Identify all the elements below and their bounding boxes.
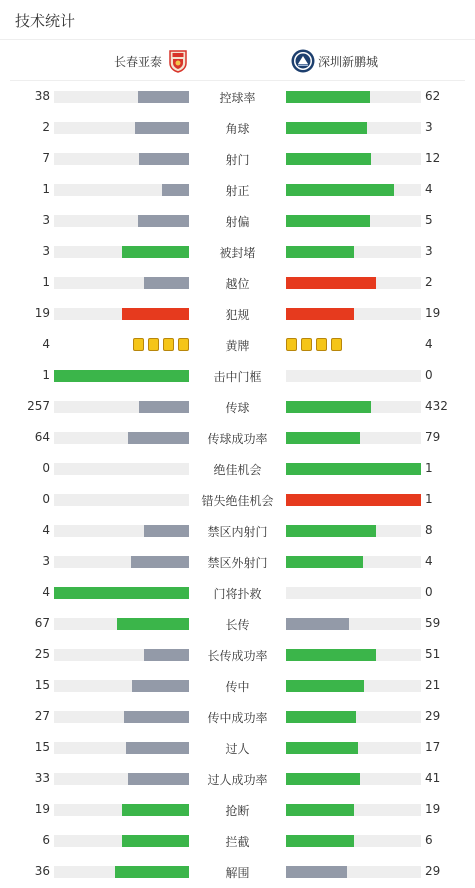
stat-label: 击中门框 [213,370,262,384]
away-stat-bar-fill [286,215,370,227]
yellow-card-icon [163,338,174,351]
away-team[interactable] [291,49,378,73]
away-stat-bar-fill [286,122,367,134]
stat-row [0,484,475,515]
stat-label: 抢断 [225,804,250,818]
yellow-card-icon [178,338,189,351]
stat-label: 过人成功率 [207,773,268,787]
away-stat-bar-fill [286,277,376,289]
away-stat-bar-fill [286,432,360,444]
away-stat-bar [286,463,421,475]
home-stat-value: 0 [42,492,50,506]
stat-row [0,267,475,298]
home-stat-bar [54,556,189,568]
home-stat-value: 36 [34,864,50,878]
home-stat-value: 3 [42,554,50,568]
stat-label: 拦截 [225,835,250,849]
home-stat-value: 38 [34,89,50,103]
home-stat-value: 67 [34,616,50,630]
stat-row [0,577,475,608]
away-stat-bar-fill [286,742,358,754]
away-stat-value: 1 [425,461,433,475]
away-stat-bar [286,370,421,382]
stat-label: 长传 [225,618,250,632]
away-stat-bar-fill [286,556,363,568]
away-stat-value: 79 [425,430,441,444]
away-stat-bar-fill [286,618,349,630]
home-stat-value: 33 [34,771,50,785]
home-stat-value: 19 [34,802,50,816]
stat-row [0,670,475,701]
home-stat-value: 19 [34,306,50,320]
home-stat-value: 4 [42,523,50,537]
away-stat-value: 62 [425,89,441,103]
home-stat-bar-fill [128,773,189,785]
stats-list [0,81,475,887]
home-stat-bar [54,494,189,506]
away-stat-bar [286,835,421,847]
home-stat-bar-fill [139,401,189,413]
home-yellow-cards [133,338,189,351]
home-stat-value: 7 [42,151,50,165]
home-stat-bar-fill [162,184,189,196]
home-stat-bar [54,215,189,227]
yellow-card-icon [331,338,342,351]
stat-label: 角球 [225,122,250,136]
stat-label: 黄牌 [225,339,250,353]
stat-label: 错失绝佳机会 [201,494,274,508]
home-stat-bar-fill [117,618,189,630]
away-stat-value: 0 [425,368,433,382]
away-stat-bar-fill [286,525,376,537]
stat-row [0,422,475,453]
home-team[interactable] [114,49,188,73]
stat-label: 解围 [225,866,250,880]
away-stat-bar-fill [286,308,354,320]
stat-label: 被封堵 [219,246,256,260]
home-stat-value: 4 [42,337,50,351]
home-stat-bar [54,370,189,382]
away-stat-bar [286,308,421,320]
home-stat-value: 15 [34,678,50,692]
stat-label: 射正 [225,184,250,198]
stat-row [0,453,475,484]
home-stat-bar-fill [131,556,189,568]
home-stat-bar [54,680,189,692]
home-stat-bar [54,184,189,196]
away-stat-bar-fill [286,711,356,723]
away-stat-value: 4 [425,182,433,196]
home-stat-bar [54,587,189,599]
stat-label: 绝佳机会 [213,463,262,477]
home-stat-bar-fill [138,215,189,227]
away-stat-bar [286,649,421,661]
stat-row [0,608,475,639]
page-title: 技术统计 [15,12,76,30]
away-stat-bar-fill [286,246,354,258]
stat-label: 门将扑救 [213,587,262,601]
away-stat-bar [286,525,421,537]
home-stat-value: 64 [34,430,50,444]
away-stat-bar-fill [286,463,421,475]
home-stat-bar-fill [122,308,190,320]
away-team-name: 深圳新鹏城 [318,54,379,69]
home-stat-value: 27 [34,709,50,723]
away-stat-value: 59 [425,616,441,630]
away-stat-bar [286,277,421,289]
page-header [0,0,475,40]
away-stat-bar [286,215,421,227]
home-stat-value: 1 [42,368,50,382]
home-stat-bar [54,742,189,754]
stat-row [0,856,475,887]
away-stat-value: 0 [425,585,433,599]
home-stat-bar-fill [128,432,189,444]
stat-row [0,81,475,112]
home-stat-bar-fill [124,711,189,723]
stat-row [0,112,475,143]
home-stat-bar [54,649,189,661]
home-stat-bar-fill [135,122,189,134]
home-stat-value: 6 [42,833,50,847]
home-stat-bar [54,246,189,258]
away-stat-bar [286,587,421,599]
home-stat-bar [54,835,189,847]
stat-row [0,825,475,856]
stat-row [0,794,475,825]
stat-label: 传中成功率 [207,711,268,725]
home-stat-bar [54,711,189,723]
away-stat-bar-fill [286,835,354,847]
stat-label: 传球成功率 [207,432,268,446]
away-stat-bar [286,680,421,692]
away-stat-bar [286,184,421,196]
stat-row [0,546,475,577]
away-stat-value: 12 [425,151,441,165]
away-stat-bar-fill [286,401,371,413]
home-stat-bar [54,308,189,320]
away-stat-bar [286,401,421,413]
away-stat-bar [286,618,421,630]
home-stat-value: 4 [42,585,50,599]
home-stat-bar [54,773,189,785]
away-stat-bar-fill [286,91,370,103]
away-stat-value: 4 [425,554,433,568]
away-stat-bar [286,432,421,444]
home-stat-bar [54,122,189,134]
away-stat-bar-fill [286,680,364,692]
stat-label: 越位 [225,277,250,291]
stat-label: 射门 [225,153,250,167]
stat-row [0,732,475,763]
stat-row [0,236,475,267]
away-yellow-cards [286,338,342,351]
home-stat-value: 1 [42,275,50,289]
stat-row [0,360,475,391]
home-stat-value: 25 [34,647,50,661]
away-stat-value: 5 [425,213,433,227]
away-stat-bar [286,773,421,785]
away-stat-bar [286,494,421,506]
stat-label: 过人 [225,742,250,756]
stat-row [0,763,475,794]
away-stat-bar [286,246,421,258]
away-stat-bar-fill [286,773,360,785]
home-stat-bar [54,153,189,165]
home-stat-bar [54,525,189,537]
away-stat-value: 6 [425,833,433,847]
away-stat-bar-fill [286,494,421,506]
home-stat-bar-fill [132,680,189,692]
away-stat-value: 29 [425,864,441,878]
yellow-card-icon [301,338,312,351]
away-stat-value: 17 [425,740,441,754]
home-stat-value: 1 [42,182,50,196]
away-stat-bar [286,122,421,134]
away-stat-value: 2 [425,275,433,289]
home-stat-bar-fill [122,804,190,816]
away-stat-bar [286,742,421,754]
away-stat-value: 3 [425,244,433,258]
stat-row [0,515,475,546]
away-stat-value: 4 [425,337,433,351]
stat-label: 控球率 [219,91,256,105]
stat-row [0,174,475,205]
away-stat-bar-fill [286,153,371,165]
stat-row [0,298,475,329]
away-stat-value: 3 [425,120,433,134]
away-stat-bar-fill [286,649,376,661]
home-stat-bar [54,401,189,413]
home-stat-bar [54,618,189,630]
home-stat-bar [54,463,189,475]
away-stat-bar [286,556,421,568]
stat-row [0,143,475,174]
away-stat-bar [286,866,421,878]
yellow-card-icon [286,338,297,351]
away-stat-bar-fill [286,804,354,816]
home-stat-bar-fill [115,866,189,878]
stat-row [0,205,475,236]
home-stat-value: 0 [42,461,50,475]
stat-label: 传球 [225,401,250,415]
away-stat-value: 51 [425,647,441,661]
away-stat-bar-fill [286,184,394,196]
home-stat-bar-fill [122,246,190,258]
stat-row [0,639,475,670]
stat-row [0,329,475,360]
away-stat-value: 41 [425,771,441,785]
changchun-yatai-crest-icon [168,49,188,73]
stat-label: 禁区外射门 [207,556,268,570]
stat-row [0,701,475,732]
away-stat-value: 19 [425,306,441,320]
home-stat-value: 15 [34,740,50,754]
stat-label: 射偏 [225,215,250,229]
shenzhen-xinpengcheng-crest-icon [291,49,315,73]
home-stat-bar-fill [126,742,189,754]
home-stat-bar [54,91,189,103]
yellow-card-icon [316,338,327,351]
home-stat-value: 2 [42,120,50,134]
yellow-card-icon [148,338,159,351]
home-stat-bar [54,866,189,878]
teams-header [10,41,465,81]
away-stat-value: 29 [425,709,441,723]
away-stat-value: 21 [425,678,441,692]
home-stat-value: 257 [27,399,50,413]
home-stat-bar-fill [54,370,189,382]
home-stat-bar-fill [144,525,189,537]
away-stat-value: 1 [425,492,433,506]
away-stat-bar [286,804,421,816]
away-stat-value: 8 [425,523,433,537]
home-stat-bar-fill [54,587,189,599]
away-stat-bar-fill [286,866,347,878]
stat-row [0,391,475,422]
home-stat-bar-fill [144,277,189,289]
stat-label: 禁区内射门 [207,525,268,539]
home-team-name: 长春亚泰 [114,54,163,69]
stat-label: 犯规 [225,308,250,322]
away-stat-value: 19 [425,802,441,816]
home-stat-bar-fill [144,649,189,661]
home-stat-bar-fill [122,835,190,847]
away-stat-bar [286,91,421,103]
yellow-card-icon [133,338,144,351]
home-stat-bar [54,277,189,289]
home-stat-bar-fill [138,91,189,103]
stat-label: 长传成功率 [207,649,268,663]
away-stat-value: 432 [425,399,448,413]
home-stat-bar-fill [139,153,189,165]
home-stat-value: 3 [42,213,50,227]
home-stat-bar [54,804,189,816]
home-stat-value: 3 [42,244,50,258]
stat-label: 传中 [225,680,250,694]
home-stat-bar [54,432,189,444]
away-stat-bar [286,153,421,165]
away-stat-bar [286,711,421,723]
